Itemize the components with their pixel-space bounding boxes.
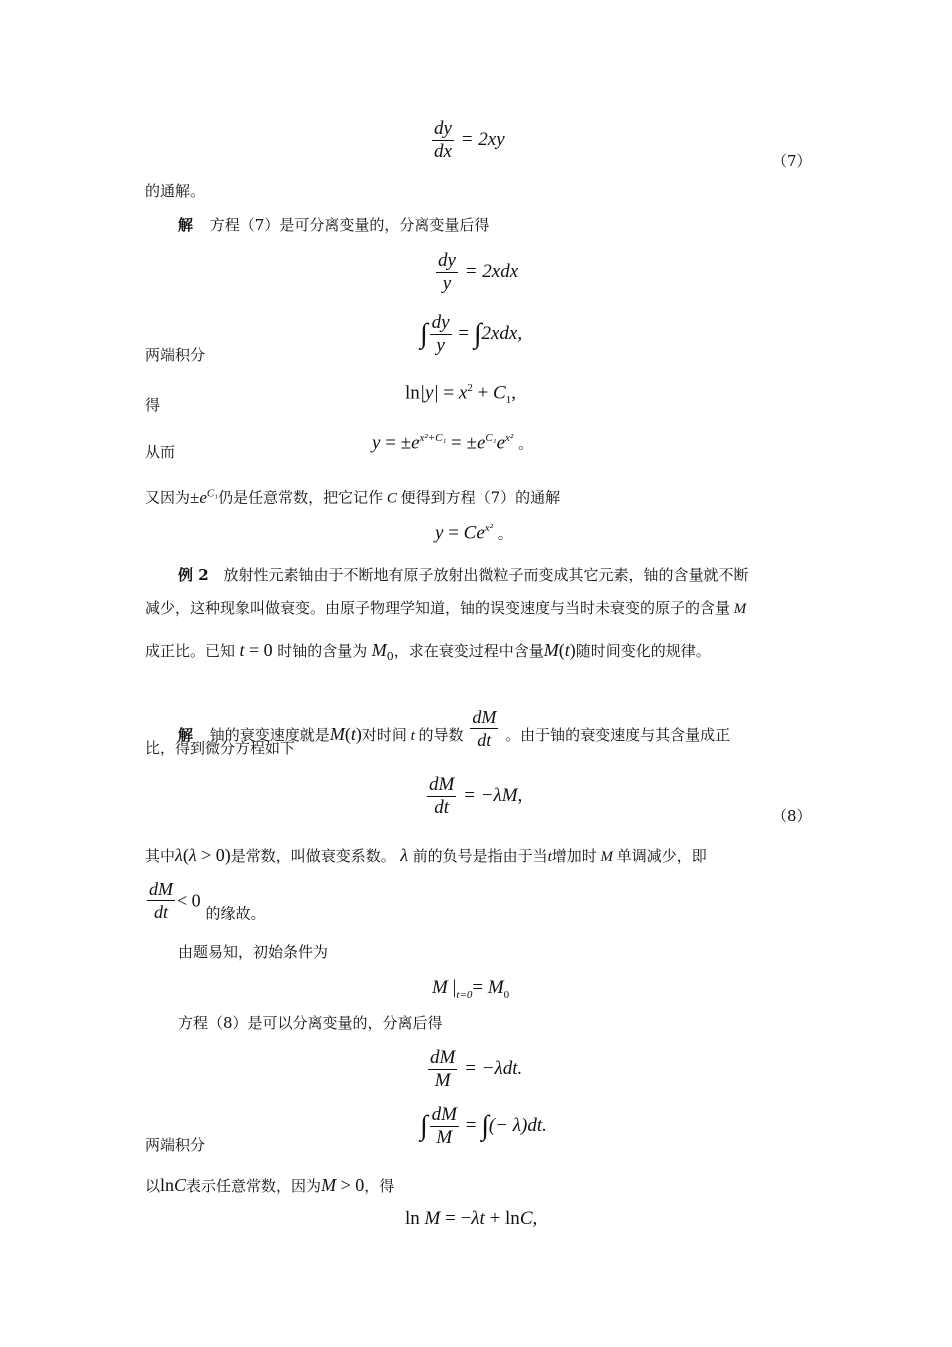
separate-8-text: 方程（8）是可以分离变量的，分离后得 — [178, 1014, 443, 1032]
frac-den: y — [442, 273, 452, 294]
equation-general: $y = Ce^{x^2}$ 。 — [435, 522, 513, 544]
equation-initial: M $|_{t=0}= M_0$ — [432, 977, 510, 1001]
text-fragment: 成正比。已知 — [145, 642, 236, 660]
equation-rhs: (− λ)dt. — [488, 1114, 547, 1136]
equation-number-8: （8） — [772, 807, 812, 825]
solution-label: 解 — [178, 216, 194, 234]
example-label: 例 2 — [178, 566, 209, 584]
text-fragment: 铀的衰变速度就是 — [209, 726, 330, 744]
equation-integral-1: ∫ $\frac{dy}{y}$ = ∫2xdx, — [420, 312, 523, 356]
frac-num: dy — [434, 118, 452, 139]
text-fragment: 时铀的含量为 — [277, 642, 368, 660]
solution-1 — [178, 215, 489, 235]
frac-num: dM — [430, 1047, 456, 1068]
equation-separated — [434, 250, 518, 295]
equation-rhs: = 2xy — [460, 128, 505, 150]
text-fragment: 仍是任意常数，把它记作 — [218, 488, 384, 507]
equation-integral-2: ∫ $\frac{dM}{M}$ = ∫(− λ)dt. — [420, 1104, 547, 1148]
equation-7 — [430, 118, 505, 163]
text-fragment: 。由于铀的衰变速度与其含量成正 — [505, 726, 731, 744]
equation-rhs: = −λdt. — [464, 1057, 523, 1079]
lambda-line: 其中λ(λ > 0)是常数，叫做衰变系数。 λ 前的负号是指由于当t增加时 M 单调减少，即 — [145, 845, 707, 865]
lnC-line: 以lnC表示任意常数，因为M > 0，得 — [145, 1175, 395, 1195]
text-tongjie: 的通解。 — [145, 182, 206, 200]
equation-ln: $\ln|y| = x^2 + C_1$, — [405, 382, 516, 407]
frac-den: y — [436, 335, 445, 356]
text-fragment: 的导数 — [418, 726, 464, 744]
solution-text: 方程（7）是可分离变量的，分离变量后得 — [209, 216, 490, 234]
text-fragment: 表示任意常数，因为 — [186, 1177, 322, 1195]
text-congr: 从而 — [145, 443, 176, 461]
equation-number-7: （7） — [772, 152, 812, 170]
frac-den: M — [434, 1070, 451, 1091]
text-fragment: 以 — [145, 1177, 161, 1195]
frac-den: M — [436, 1127, 453, 1148]
text-fragment: ，求在衰变过程中含量 — [393, 642, 544, 660]
frac-den: dt — [434, 797, 450, 818]
text-integrate-1: 两端积分 — [145, 346, 206, 364]
text-fragment: 对时间 — [361, 726, 407, 744]
text-fragment: 放射性元素铀由于不断地有原子放射出微粒子而变成其它元素，铀的含量就不断 — [223, 566, 749, 584]
equation-lnM: ln M = −λt + lnC, — [405, 1208, 538, 1229]
text-fragment: 减少，这种现象叫做衰变。由原子物理学知道，铀的误变速度与当时未衰变的原子的含量 — [145, 599, 731, 617]
text-fragment: 前的负号是指由于当 — [412, 847, 548, 865]
text-youyin: 又因为$\pm e^{C_1}$仍是任意常数，把它记作 C 便得到方程（7）的通解 — [145, 487, 561, 507]
text-integrate-2: 两端积分 — [145, 1136, 206, 1154]
equation-rhs: = 2xdx — [464, 260, 519, 282]
equation-rhs: 2xdx, — [481, 322, 523, 344]
lambda-line-2: $\frac{dM}{dt}$ < 0 的缘故。 — [149, 879, 266, 923]
solution-label: 解 — [178, 726, 194, 744]
text-fragment: 单调减少，即 — [616, 847, 707, 865]
text-fragment: 是常数，叫做衰变系数。 — [230, 847, 396, 865]
text-fragment: ，得 — [364, 1177, 395, 1195]
frac-num: dM — [429, 774, 455, 795]
example-2-line-2: 减少，这种现象叫做衰变。由原子物理学知道，铀的误变速度与当时未衰变的原子的含量 M — [145, 599, 747, 617]
frac-den: dx — [434, 141, 452, 162]
solution-2-line-2: 比，得到微分方程如下 — [145, 739, 296, 757]
frac-num: dM — [431, 1104, 457, 1125]
frac-num: dy — [431, 312, 450, 333]
equation-rhs: = −λM, — [463, 784, 523, 806]
text-fragment: 增加时 — [551, 847, 597, 865]
example-2-line-3: 成正比。已知 t = 0 时铀的含量为 $M_0$，求在衰变过程中含量M(t)随时间变化的规律。 — [145, 640, 711, 663]
equation-separated-8 — [426, 1047, 522, 1092]
text-de: 得 — [145, 396, 161, 414]
frac-num: dy — [438, 250, 456, 271]
example-2-line-1 — [178, 565, 748, 585]
solution-2: 解 铀的衰变速度就是M(t)对时间 t 的导数 $\frac{dM}{dt}$ 。由于铀的衰变速度与其含量成正 — [178, 707, 731, 750]
text-fragment: 便得到方程（7）的通解 — [400, 488, 561, 507]
text-fragment: 其中 — [145, 847, 176, 865]
text-fragment: 随时间变化的规律。 — [575, 642, 711, 660]
text-fragment: 又因为 — [145, 488, 191, 507]
equation-8 — [425, 774, 522, 819]
initial-condition-text: 由题易知，初始条件为 — [178, 943, 329, 961]
equation-y: $y = \pm e^{x^2+C_1} = \pm e^{C_1}e^{x^2}$ 。 — [372, 432, 533, 454]
text-fragment: 的缘故。 — [205, 904, 266, 923]
